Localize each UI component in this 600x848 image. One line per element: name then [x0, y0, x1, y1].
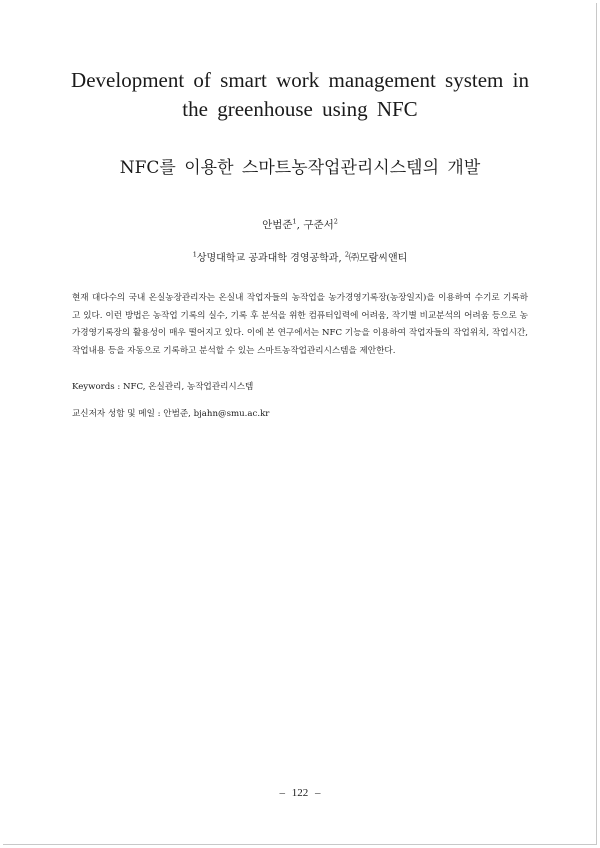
english-title-line-2: the greenhouse using NFC — [182, 97, 418, 121]
affiliation-2: ㈜모람씨앤티 — [348, 253, 408, 264]
affiliations — [0, 252, 600, 266]
abstract-text: 현재 대다수의 국내 온실농장관리자는 온실내 작업자들의 농작업을 농가경영기록장(농장일지)을 이용하여 수기로 기록하고 있다. 이런 방법은 농작업 기록의 실수, 기록 후 분석을 위한 컴퓨터입력에 어려움, 작기별 비교분석의 어려움 등으로 농가경영기록장의 활용성이 매우 떨어지고 있다. 이에 본 연구에서는 NFC 기능을 이용하여 작업자들의 작업위치, 작업시간, 작업내용 등을 자동으로 기록하고 분석할 수 있는 스마트농작업관리시스템을 제안한다. — [72, 293, 528, 356]
page-border — [3, 3, 597, 845]
korean-title: NFC를 이용한 스마트농작업관리시스템의 개발 — [119, 158, 481, 178]
author-separator: , — [296, 219, 304, 231]
affiliation-superscript: 2 — [344, 250, 349, 259]
author-list — [0, 218, 600, 232]
page-number: – 122 – — [279, 787, 321, 799]
author-name: 구준서 — [303, 219, 334, 231]
english-title-line-1: Development of smart work management system in — [71, 68, 529, 92]
english-title — [40, 66, 560, 124]
author-superscript: 2 — [333, 217, 338, 226]
keywords: Keywords : NFC, 온실관리, 농작업관리시스템 — [72, 382, 254, 392]
corresponding-author: 교신저자 성함 및 메일 : 안범준, bjahn@smu.ac.kr — [72, 409, 270, 419]
author-superscript: 1 — [292, 217, 297, 226]
affiliation-1: 상명대학교 공과대학 경영공학과, — [196, 253, 345, 264]
affiliation-superscript: 1 — [192, 250, 197, 259]
author-name: 안범준 — [262, 219, 293, 231]
